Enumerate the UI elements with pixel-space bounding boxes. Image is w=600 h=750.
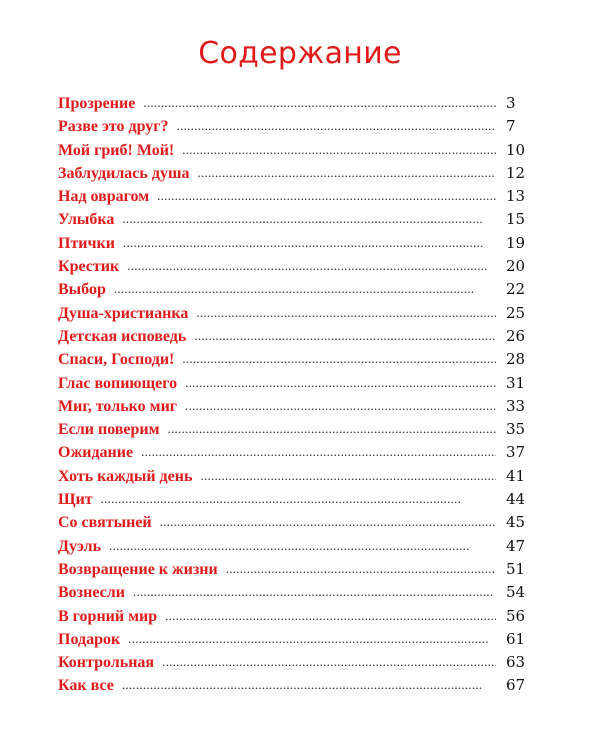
- toc-entry: [58, 348, 540, 371]
- toc-entry-title: Со святыней: [58, 514, 152, 532]
- toc-entry: [58, 139, 540, 162]
- dot-leader: [185, 371, 496, 394]
- toc-page-number: 61: [506, 629, 526, 648]
- dot-leader: [194, 324, 496, 347]
- toc-entry: [58, 558, 540, 581]
- toc-page-number: 12: [506, 163, 526, 182]
- toc-page-number: 54: [506, 583, 526, 602]
- table-of-contents: [58, 92, 540, 698]
- dot-leader: [127, 254, 496, 277]
- toc-page-number: 33: [506, 396, 526, 415]
- toc-entry-title: Как все: [58, 677, 114, 695]
- toc-page-number: 51: [506, 559, 526, 578]
- toc-entry: [58, 325, 540, 348]
- toc-page-number: 63: [506, 653, 526, 672]
- dot-leader: [160, 510, 496, 533]
- dot-leader: [200, 464, 496, 487]
- toc-page-number: 19: [506, 233, 526, 252]
- toc-entry: [58, 92, 540, 115]
- toc-entry: [58, 511, 540, 534]
- toc-entry-title: Заблудилась душа: [58, 164, 190, 182]
- toc-entry: [58, 651, 540, 674]
- dot-leader: [123, 231, 496, 254]
- toc-page-number: 47: [506, 536, 526, 555]
- toc-entry-title: Хоть каждый день: [58, 467, 193, 485]
- toc-page-number: 26: [506, 326, 526, 345]
- toc-page-number: 10: [506, 140, 526, 159]
- toc-entry: [58, 208, 540, 231]
- toc-entry: [58, 255, 540, 278]
- toc-entry-title: Душа-христианка: [58, 304, 189, 322]
- dot-leader: [157, 184, 496, 207]
- toc-page-number: 37: [506, 443, 526, 462]
- toc-entry-title: Если поверим: [58, 421, 160, 439]
- toc-entry: [58, 418, 540, 441]
- toc-page-number: 45: [506, 513, 526, 532]
- dot-leader: [141, 440, 496, 463]
- toc-entry: [58, 581, 540, 604]
- dot-leader: [165, 604, 496, 627]
- dot-leader: [143, 91, 496, 114]
- dot-leader: [185, 394, 496, 417]
- dot-leader: [109, 534, 496, 557]
- toc-entry: [58, 605, 540, 628]
- toc-entry: [58, 232, 540, 255]
- toc-entry-title: Дуэль: [58, 537, 102, 555]
- toc-entry: [58, 488, 540, 511]
- dot-leader: [226, 557, 496, 580]
- toc-entry-title: Щит: [58, 491, 93, 509]
- toc-page-number: 22: [506, 280, 526, 299]
- toc-entry: [58, 162, 540, 185]
- dot-leader: [182, 138, 496, 161]
- toc-page-number: 56: [506, 606, 526, 625]
- toc-page-number: 67: [506, 676, 526, 695]
- toc-entry: [58, 395, 540, 418]
- toc-entry-title: Над оврагом: [58, 188, 150, 206]
- toc-entry-title: Мой гриб! Мой!: [58, 141, 175, 159]
- toc-entry-title: Улыбка: [58, 211, 115, 229]
- toc-page-number: 31: [506, 373, 526, 392]
- page-title: Содержание: [198, 36, 402, 71]
- toc-page-number: 28: [506, 350, 526, 369]
- dot-leader: [197, 161, 496, 184]
- toc-entry-title: Крестик: [58, 258, 120, 276]
- toc-page-number: 44: [506, 490, 526, 509]
- dot-leader: [114, 277, 496, 300]
- toc-entry: [58, 372, 540, 395]
- dot-leader: [122, 673, 496, 696]
- toc-page-number: 15: [506, 210, 526, 229]
- toc-entry-title: Выбор: [58, 281, 106, 299]
- toc-entry-title: Подарок: [58, 630, 121, 648]
- toc-entry: [58, 628, 540, 651]
- dot-leader: [177, 114, 496, 137]
- toc-entry-title: Детская исповедь: [58, 327, 187, 345]
- toc-entry: [58, 185, 540, 208]
- toc-entry-title: Контрольная: [58, 654, 155, 672]
- toc-entry-title: Птички: [58, 234, 115, 252]
- toc-entry: [58, 465, 540, 488]
- dot-leader: [168, 417, 496, 440]
- toc-entry-title: Прозрение: [58, 95, 136, 112]
- toc-page-number: 7: [506, 117, 516, 136]
- toc-entry-title: Спаси, Господи!: [58, 351, 175, 369]
- dot-leader: [101, 487, 496, 510]
- toc-entry-title: В горний мир: [58, 607, 158, 625]
- toc-page-number: 3: [506, 94, 516, 112]
- toc-entry-title: Возвращение к жизни: [58, 560, 218, 578]
- dot-leader: [196, 301, 496, 324]
- toc-entry: [58, 441, 540, 464]
- dot-leader: [133, 580, 496, 603]
- toc-page-number: 20: [506, 257, 526, 276]
- dot-leader: [128, 627, 496, 650]
- toc-page-number: 41: [506, 466, 526, 485]
- toc-entry: [58, 674, 540, 697]
- toc-entry: [58, 535, 540, 558]
- dot-leader: [122, 207, 496, 230]
- dot-leader: [182, 347, 496, 370]
- toc-entry: [58, 278, 540, 301]
- dot-leader: [162, 650, 496, 673]
- toc-entry-title: Разве это друг?: [58, 118, 169, 136]
- toc-entry-title: Ожидание: [58, 444, 134, 462]
- toc-page-number: 35: [506, 420, 526, 439]
- toc-entry-title: Глас вопиющего: [58, 374, 178, 392]
- toc-entry: [58, 115, 540, 138]
- toc-page-number: 25: [506, 303, 526, 322]
- toc-entry-title: Миг, только миг: [58, 397, 178, 415]
- toc-page-number: 13: [506, 187, 526, 206]
- toc-entry-title: Вознесли: [58, 584, 125, 602]
- toc-entry: [58, 302, 540, 325]
